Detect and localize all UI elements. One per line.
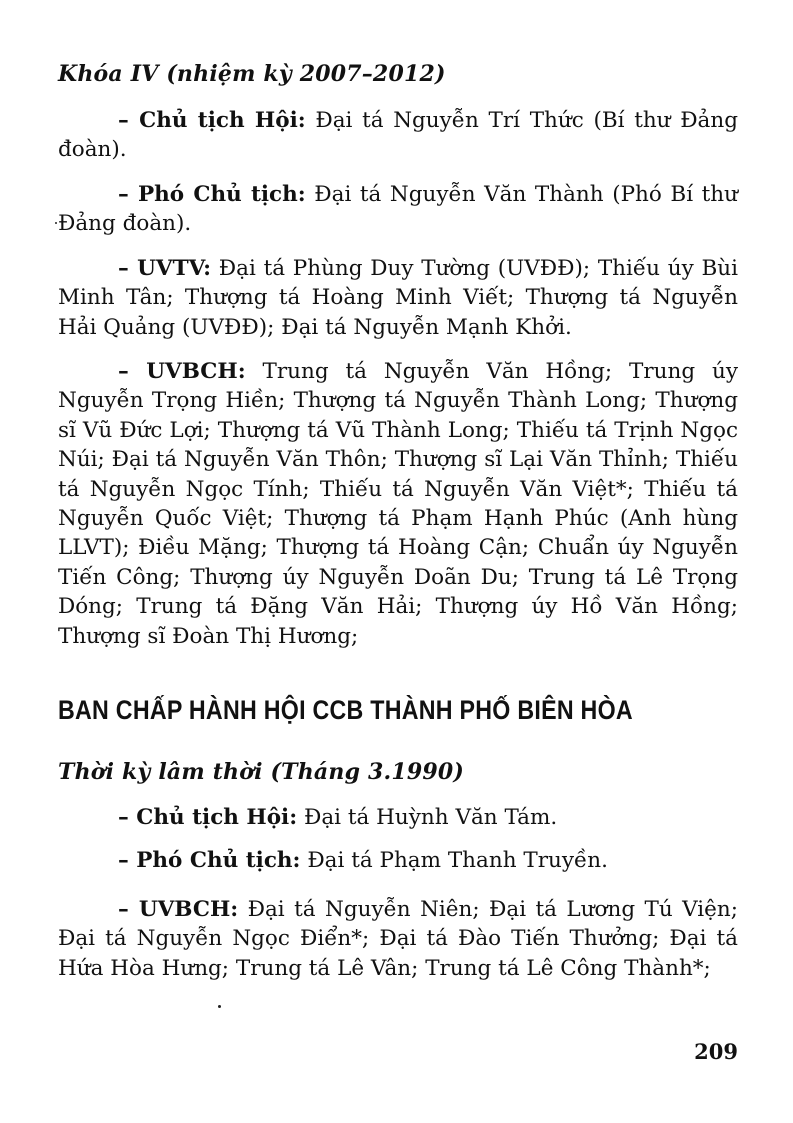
entry-text: Trung tá Nguyễn Văn Hồng; Trung úy Nguyễn Trọng Hiền; Thượng tá Nguyễn Thành Long; Thượng sĩ Vũ Đức Lợi; Thượng tá Vũ Thành Long; Thiếu tá Trịnh Ngọc Núi; Đại tá Nguyễn Văn Thôn; Thượng sĩ Lại Văn Thỉnh; Thiếu tá Nguyễn Ngọc Tính; Thiếu tá Nguyễn Văn Việt*; Thiếu tá Nguyễn Quốc Việt; Thượng tá Phạm Hạnh Phúc (Anh hùng LLVT); Điều Mặng; Thượng tá Hoàng Cận; Chuẩn úy Nguyễn Tiến Công; Thượng úy Nguyễn Doãn Du; Trung tá Lê Trọng Dóng; Trung tá Đặng Văn Hải; Thượng úy Hồ Văn Hồng; Thượng sĩ Đoàn Thị Hương; <box>58 359 738 649</box>
print-speck <box>218 1005 221 1008</box>
entry-label: – UVTV: <box>118 256 212 281</box>
entry-text: Đại tá Nguyễn Niên; Đại tá Lương Tú Viện; Đại tá Nguyễn Ngọc Điển*; Đại tá Đào Tiến Thưởng; Đại tá Hứa Hòa Hưng; Trung tá Lê Vân; Trung tá Lê Công Thành*; <box>58 897 738 981</box>
entry-pho-chu-tich-lam-thoi <box>58 846 738 875</box>
entry-label: – Chủ tịch Hội: <box>118 805 298 830</box>
print-speck <box>55 222 57 224</box>
entry-text: Đại tá Nguyễn Trí Thức (Bí thư Đảng đoàn). <box>58 108 738 163</box>
entry-label: – UVBCH: <box>118 359 246 384</box>
section-heading-khoa-iv: Khóa IV (nhiệm kỳ 2007–2012) <box>58 61 446 87</box>
entry-text: Đại tá Phạm Thanh Truyền. <box>300 848 608 873</box>
entry-label: – Phó Chủ tịch: <box>118 182 306 207</box>
entry-pho-chu-tich <box>58 180 738 239</box>
entry-text: Đại tá Phùng Duy Tường (UVĐĐ); Thiếu úy Bùi Minh Tân; Thượng tá Hoàng Minh Viết; Thượng tá Nguyễn Hải Quảng (UVĐĐ); Đại tá Nguyễn Mạnh Khởi. <box>58 256 738 340</box>
entry-chu-tich-lam-thoi <box>58 803 738 832</box>
entry-label: – Chủ tịch Hội: <box>118 108 306 133</box>
entry-text: Đại tá Nguyễn Văn Thành (Phó Bí thư Đảng đoàn). <box>58 182 738 237</box>
section-heading-lam-thoi: Thời kỳ lâm thời (Tháng 3.1990) <box>58 759 465 785</box>
entry-uvtv <box>58 254 738 342</box>
entry-uvbch <box>58 357 738 651</box>
entry-chu-tich <box>58 106 738 165</box>
page-number: 209 <box>694 1039 738 1064</box>
section-title-bien-hoa: BAN CHẤP HÀNH HỘI CCB THÀNH PHỐ BIÊN HÒA <box>58 695 633 725</box>
entry-label: – UVBCH: <box>118 897 239 922</box>
entry-label: – Phó Chủ tịch: <box>118 848 301 873</box>
entry-uvbch-lam-thoi <box>58 895 738 983</box>
entry-text: Đại tá Huỳnh Văn Tám. <box>297 805 558 830</box>
